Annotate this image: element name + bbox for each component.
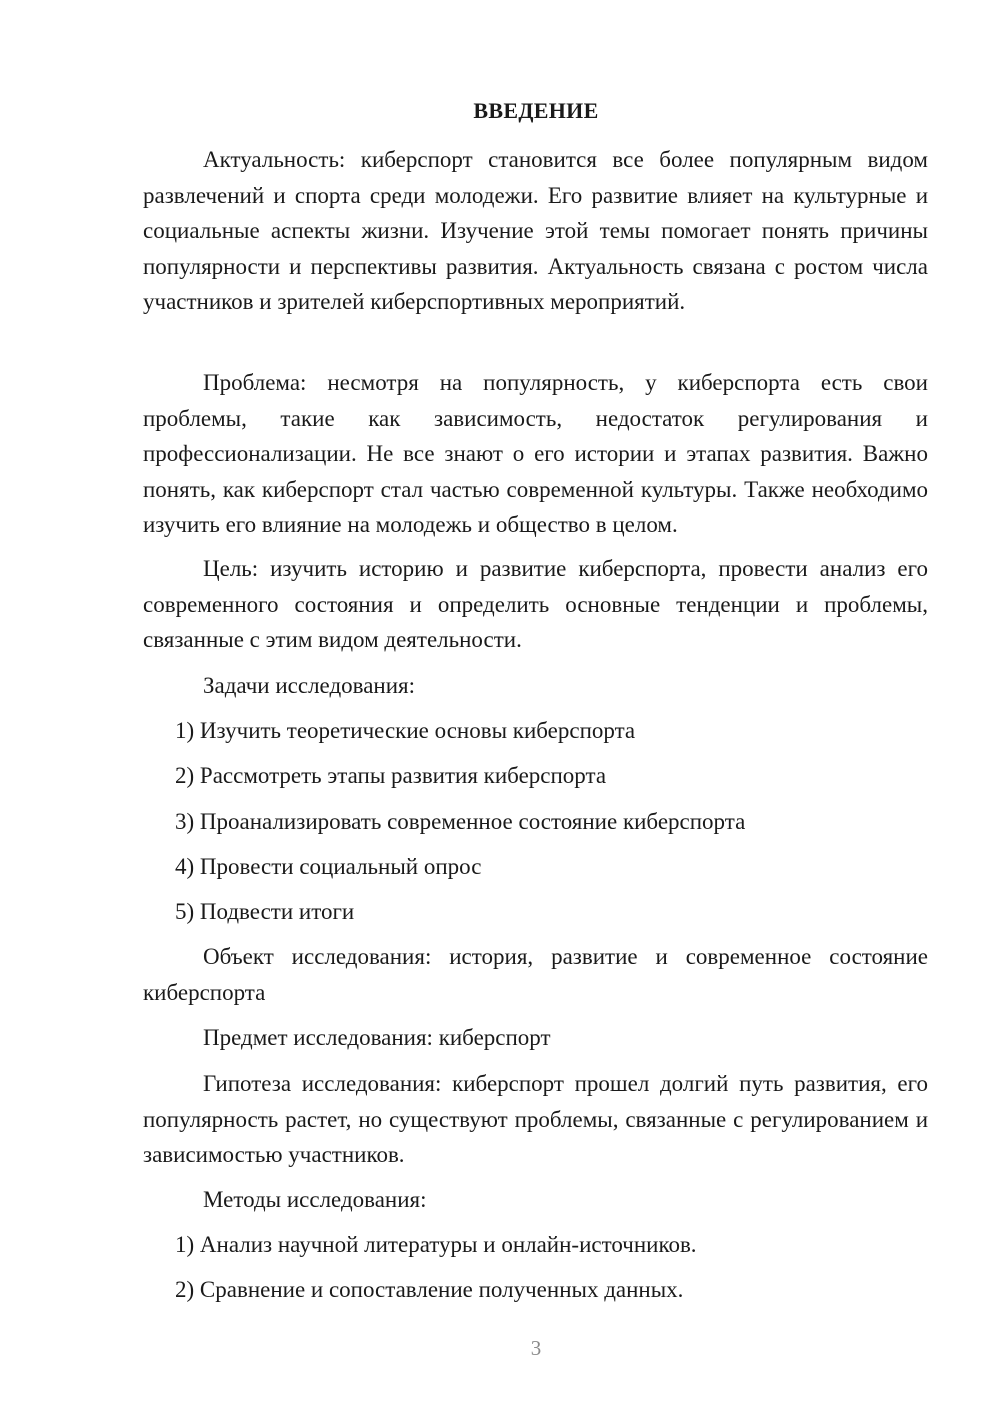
method-item-2: 2) Сравнение и сопоставление полученных данных. (175, 1277, 684, 1302)
relevance-paragraph: Актуальность: киберспорт становится все более популярным видом развлечений и спорта среди молодежи. Его развитие влияет на культурные и социальные аспекты жизни. Изучение этой темы помогает понять причины популярности и перспективы развития. Актуальность связана с ростом числа участников и зрителей киберспортивных мероприятий. (143, 147, 928, 314)
hypothesis-paragraph: Гипотеза исследования: киберспорт прошел долгий путь развития, его популярность растет, но существуют проблемы, связанные с регулированием и зависимостью участников. (143, 1071, 928, 1167)
task-item-2: 2) Рассмотреть этапы развития киберспорта (175, 763, 607, 788)
task-item-1: 1) Изучить теоретические основы киберспорта (175, 718, 636, 743)
goal-paragraph: Цель: изучить историю и развитие киберспорта, провести анализ его современного состояния и определить основные тенденции и проблемы, связанные с этим видом деятельности. (143, 556, 928, 652)
task-item-3: 3) Проанализировать современное состояние киберспорта (175, 809, 746, 834)
tasks-heading: Задачи исследования: (203, 673, 416, 698)
method-item-1: 1) Анализ научной литературы и онлайн-источников. (175, 1232, 697, 1257)
task-item-5: 5) Подвести итоги (175, 899, 355, 924)
page-number: 3 (530, 1336, 542, 1360)
methods-heading: Методы исследования: (203, 1187, 427, 1212)
problem-paragraph: Проблема: несмотря на популярность, у киберспорта есть свои проблемы, такие как зависимость, недостаток регулирования и профессионализации. Не все знают о его истории и этапах развития. Важно понять, как киберспорт стал частью современной культуры. Также необходимо изучить его влияние на молодежь и общество в целом. (143, 370, 928, 537)
task-item-4: 4) Провести социальный опрос (175, 854, 482, 879)
object-paragraph: Объект исследования: история, развитие и современное состояние киберспорта (143, 944, 928, 1005)
page-title: ВВЕДЕНИЕ (473, 98, 599, 123)
subject-paragraph: Предмет исследования: киберспорт (203, 1025, 551, 1050)
